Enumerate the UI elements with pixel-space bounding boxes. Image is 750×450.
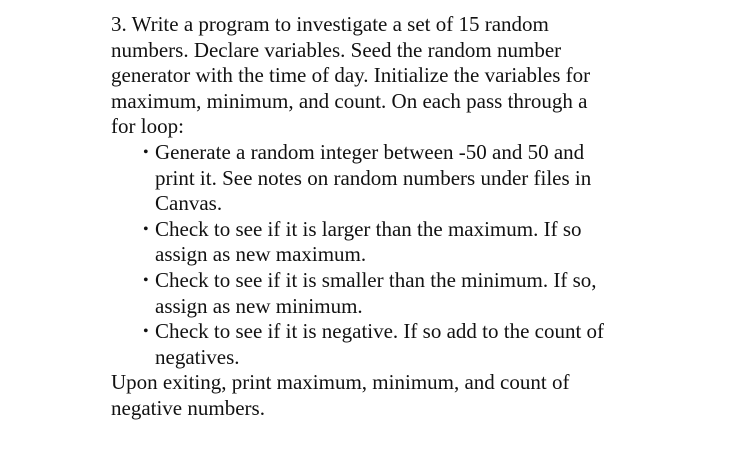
step-text: print it. See notes on random numbers under files in (155, 165, 592, 190)
step-check-maximum (143, 217, 711, 268)
bullet-icon: • (143, 271, 149, 289)
step-generate (143, 140, 711, 217)
intro-paragraph (111, 12, 711, 140)
step-text: Canvas. (155, 191, 223, 216)
bullet-icon: • (143, 323, 149, 341)
closing-paragraph (111, 370, 711, 421)
closing-line: Upon exiting, print maximum, minimum, and count of (111, 370, 570, 395)
step-text: assign as new minimum. (155, 293, 363, 318)
step-text: negatives. (155, 344, 240, 369)
step-list (111, 140, 711, 370)
bullet-icon: • (143, 143, 149, 161)
step-check-minimum (143, 268, 711, 319)
step-text: Check to see if it is larger than the maximum. If so (155, 216, 582, 241)
step-text: Check to see if it is smaller than the minimum. If so, (155, 267, 597, 292)
step-check-negative (143, 319, 711, 370)
step-text: assign as new maximum. (155, 242, 367, 267)
intro-line: maximum, minimum, and count. On each pass through a (111, 88, 588, 113)
intro-line: numbers. Declare variables. Seed the random number (111, 37, 562, 62)
step-text: Check to see if it is negative. If so add to the count of (155, 319, 605, 344)
intro-line: generator with the time of day. Initialize the variables for (111, 63, 591, 88)
step-text: Generate a random integer between -50 and 50 and (155, 139, 585, 164)
assignment-document (111, 12, 711, 422)
intro-line: for loop: (111, 114, 184, 139)
closing-line: negative numbers. (111, 395, 265, 420)
bullet-icon: • (143, 220, 149, 238)
intro-line: 3. Write a program to investigate a set of 15 random (111, 12, 549, 36)
